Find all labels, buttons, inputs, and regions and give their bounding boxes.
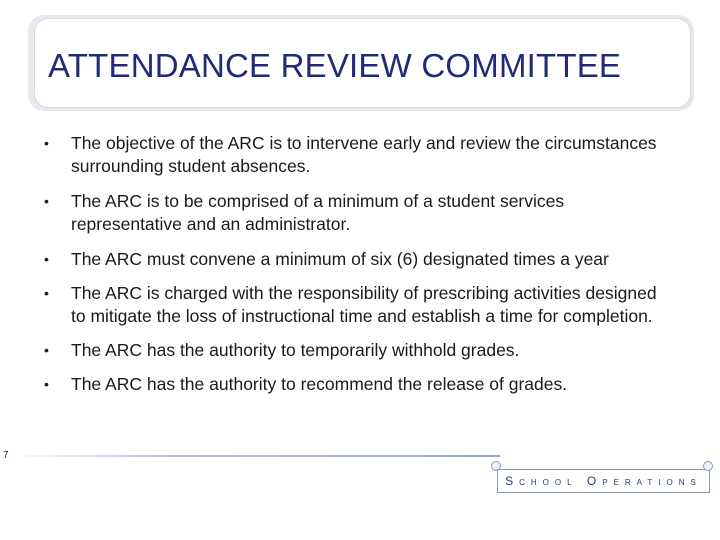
bullet-text: The ARC is charged with the responsibility of prescribing activities designed to mitigate the loss of instructional time and establish a time for completion. (71, 283, 657, 326)
slide-title: ATTENDANCE REVIEW COMMITTEE (48, 47, 622, 84)
bullet-dot-icon: • (44, 135, 49, 151)
list-item (44, 339, 674, 362)
footer-divider (12, 455, 500, 457)
bullet-dot-icon: • (44, 285, 49, 301)
list-item (44, 132, 674, 178)
bullet-dot-icon: • (44, 342, 49, 358)
bullet-dot-icon: • (44, 376, 49, 392)
bullet-text: The objective of the ARC is to intervene early and review the circumstances surrounding student absences. (71, 133, 657, 176)
bullet-text: The ARC must convene a minimum of six (6) designated times a year (71, 249, 609, 269)
list-item (44, 282, 674, 328)
bullet-text: The ARC has the authority to recommend the release of grades. (71, 374, 568, 394)
bullet-dot-icon: • (44, 193, 49, 209)
page-number: 7 (3, 450, 9, 461)
footer-label: School Operations (505, 474, 702, 488)
bullet-dot-icon: • (44, 251, 49, 267)
list-item (44, 190, 674, 236)
list-item (44, 373, 674, 396)
bullet-text: The ARC has the authority to temporarily withhold grades. (71, 340, 520, 360)
bullet-text: The ARC is to be comprised of a minimum of a student services representative and an administrator. (71, 191, 565, 234)
list-item (44, 248, 674, 271)
bullet-list (44, 132, 674, 396)
footer-right-dot-icon (703, 461, 713, 471)
footer-banner (497, 469, 710, 493)
